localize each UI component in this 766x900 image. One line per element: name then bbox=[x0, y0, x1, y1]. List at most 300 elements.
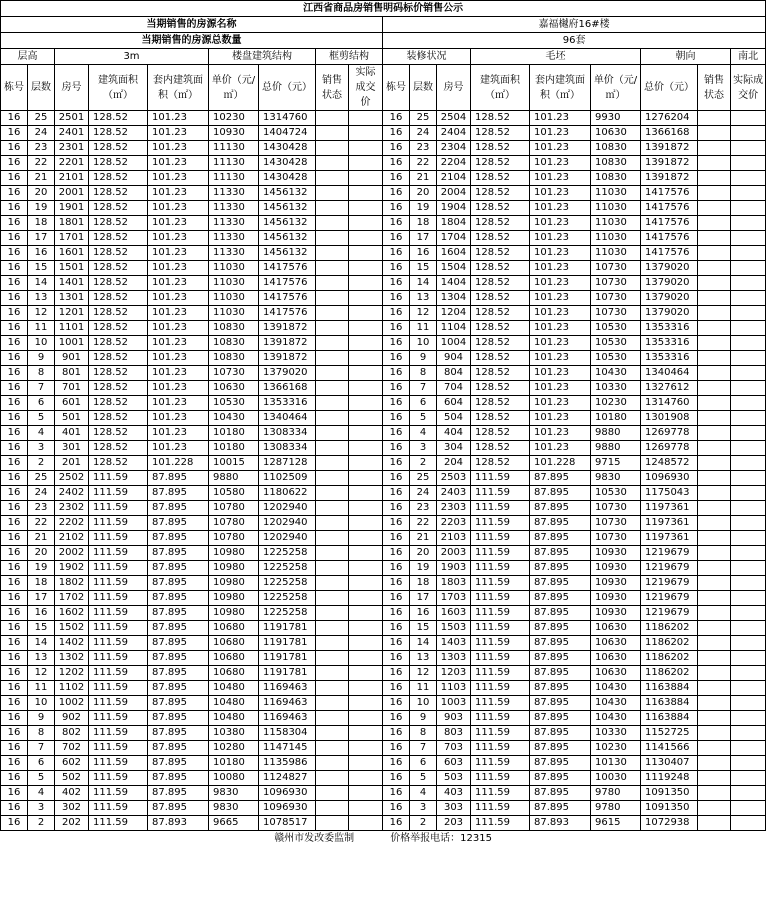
cell-floor-no: 23 bbox=[410, 501, 437, 516]
cell-gross-area: 128.52 bbox=[89, 246, 148, 261]
cell-unit-no: 603 bbox=[437, 756, 471, 771]
cell-unit-price: 9880 bbox=[209, 471, 259, 486]
cell-floor-no: 19 bbox=[28, 201, 55, 216]
cell-building-no: 16 bbox=[1, 516, 28, 531]
cell-sale-status bbox=[698, 726, 731, 741]
cell-building-no: 16 bbox=[1, 426, 28, 441]
cell-floor-no: 8 bbox=[410, 366, 437, 381]
cell-building-no: 16 bbox=[1, 156, 28, 171]
cell-gross-area: 111.59 bbox=[471, 501, 530, 516]
table-row bbox=[1, 456, 766, 471]
cell-actual-price bbox=[349, 711, 383, 726]
cell-total-price: 1202940 bbox=[259, 501, 316, 516]
table-row bbox=[1, 306, 766, 321]
cell-total-price: 1219679 bbox=[641, 591, 698, 606]
cell-gross-area: 128.52 bbox=[89, 171, 148, 186]
cell-actual-price bbox=[731, 276, 766, 291]
cell-actual-price bbox=[349, 171, 383, 186]
cell-unit-price: 10930 bbox=[591, 591, 641, 606]
cell-total-price: 1147145 bbox=[259, 741, 316, 756]
cell-total-price: 1391872 bbox=[259, 321, 316, 336]
cell-building-no: 16 bbox=[383, 471, 410, 486]
cell-unit-price: 11030 bbox=[591, 186, 641, 201]
cell-gross-area: 128.52 bbox=[471, 156, 530, 171]
cell-floor-no: 21 bbox=[28, 171, 55, 186]
cell-gross-area: 111.59 bbox=[471, 816, 530, 831]
cell-unit-price: 11030 bbox=[209, 291, 259, 306]
cell-sale-status bbox=[316, 501, 349, 516]
cell-gross-area: 111.59 bbox=[471, 786, 530, 801]
cell-unit-price: 11330 bbox=[209, 201, 259, 216]
cell-unit-no: 303 bbox=[437, 801, 471, 816]
cell-unit-no: 802 bbox=[55, 726, 89, 741]
table-row bbox=[1, 546, 766, 561]
cell-unit-price: 10780 bbox=[209, 516, 259, 531]
cell-actual-price bbox=[731, 531, 766, 546]
cell-actual-price bbox=[731, 336, 766, 351]
cell-inner-area: 101.23 bbox=[530, 381, 591, 396]
cell-gross-area: 111.59 bbox=[89, 516, 148, 531]
cell-unit-no: 1102 bbox=[55, 681, 89, 696]
cell-unit-no: 1304 bbox=[437, 291, 471, 306]
cell-actual-price bbox=[349, 771, 383, 786]
cell-total-price: 1391872 bbox=[641, 141, 698, 156]
cell-inner-area: 87.895 bbox=[148, 771, 209, 786]
cell-floor-no: 14 bbox=[28, 276, 55, 291]
cell-inner-area: 87.895 bbox=[530, 546, 591, 561]
cell-unit-price: 9715 bbox=[591, 456, 641, 471]
cell-unit-no: 504 bbox=[437, 411, 471, 426]
table-row bbox=[1, 771, 766, 786]
cell-total-price: 1308334 bbox=[259, 426, 316, 441]
cell-sale-status bbox=[316, 741, 349, 756]
cell-building-no: 16 bbox=[383, 591, 410, 606]
cell-floor-no: 24 bbox=[410, 126, 437, 141]
cell-actual-price bbox=[349, 786, 383, 801]
cell-unit-price: 10015 bbox=[209, 456, 259, 471]
column-header-actual-price: 实际成交价 bbox=[349, 65, 383, 111]
cell-floor-no: 16 bbox=[28, 246, 55, 261]
cell-inner-area: 87.895 bbox=[530, 741, 591, 756]
cell-unit-no: 901 bbox=[55, 351, 89, 366]
cell-total-price: 1456132 bbox=[259, 216, 316, 231]
cell-floor-no: 12 bbox=[410, 306, 437, 321]
cell-sale-status bbox=[316, 186, 349, 201]
cell-total-price: 1417576 bbox=[641, 216, 698, 231]
cell-sale-status bbox=[698, 666, 731, 681]
cell-sale-status bbox=[316, 261, 349, 276]
cell-total-price: 1124827 bbox=[259, 771, 316, 786]
cell-gross-area: 128.52 bbox=[89, 456, 148, 471]
cell-gross-area: 128.52 bbox=[471, 231, 530, 246]
cell-inner-area: 87.895 bbox=[530, 696, 591, 711]
cell-sale-status bbox=[316, 666, 349, 681]
cell-gross-area: 128.52 bbox=[471, 141, 530, 156]
column-header-gross-area: 建筑面积（㎡） bbox=[471, 65, 530, 111]
cell-gross-area: 111.59 bbox=[471, 681, 530, 696]
table-row bbox=[1, 321, 766, 336]
cell-gross-area: 111.59 bbox=[471, 666, 530, 681]
table-row bbox=[1, 681, 766, 696]
cell-unit-price: 10280 bbox=[209, 741, 259, 756]
cell-gross-area: 111.59 bbox=[89, 696, 148, 711]
cell-actual-price bbox=[731, 816, 766, 831]
table-row bbox=[1, 411, 766, 426]
cell-actual-price bbox=[731, 456, 766, 471]
cell-inner-area: 87.895 bbox=[530, 651, 591, 666]
table-row bbox=[1, 501, 766, 516]
cell-gross-area: 128.52 bbox=[471, 426, 530, 441]
cell-total-price: 1379020 bbox=[259, 366, 316, 381]
cell-inner-area: 101.23 bbox=[530, 216, 591, 231]
cell-building-no: 16 bbox=[1, 336, 28, 351]
cell-unit-price: 10780 bbox=[209, 501, 259, 516]
cell-unit-price: 11330 bbox=[209, 186, 259, 201]
cell-unit-no: 1701 bbox=[55, 231, 89, 246]
cell-unit-price: 10180 bbox=[209, 756, 259, 771]
cell-inner-area: 101.23 bbox=[530, 336, 591, 351]
cell-sale-status bbox=[316, 576, 349, 591]
cell-total-price: 1191781 bbox=[259, 621, 316, 636]
cell-actual-price bbox=[731, 381, 766, 396]
cell-sale-status bbox=[698, 816, 731, 831]
cell-inner-area: 101.23 bbox=[148, 411, 209, 426]
cell-inner-area: 101.23 bbox=[148, 141, 209, 156]
cell-actual-price bbox=[731, 636, 766, 651]
cell-total-price: 1175043 bbox=[641, 486, 698, 501]
cell-floor-no: 18 bbox=[28, 576, 55, 591]
cell-unit-price: 11030 bbox=[591, 201, 641, 216]
cell-floor-no: 20 bbox=[410, 186, 437, 201]
cell-unit-no: 1203 bbox=[437, 666, 471, 681]
cell-sale-status bbox=[316, 696, 349, 711]
cell-gross-area: 128.52 bbox=[89, 111, 148, 126]
cell-sale-status bbox=[316, 411, 349, 426]
cell-sale-status bbox=[698, 681, 731, 696]
cell-actual-price bbox=[731, 771, 766, 786]
cell-actual-price bbox=[349, 246, 383, 261]
cell-building-no: 16 bbox=[383, 201, 410, 216]
cell-building-no: 16 bbox=[383, 261, 410, 276]
cell-unit-no: 1504 bbox=[437, 261, 471, 276]
cell-unit-price: 10430 bbox=[209, 411, 259, 426]
cell-unit-no: 2301 bbox=[55, 141, 89, 156]
cell-sale-status bbox=[698, 591, 731, 606]
cell-actual-price bbox=[349, 816, 383, 831]
cell-unit-no: 201 bbox=[55, 456, 89, 471]
cell-floor-no: 3 bbox=[410, 441, 437, 456]
cell-total-price: 1219679 bbox=[641, 576, 698, 591]
cell-building-no: 16 bbox=[383, 651, 410, 666]
cell-total-price: 1091350 bbox=[641, 801, 698, 816]
cell-unit-no: 501 bbox=[55, 411, 89, 426]
cell-total-price: 1366168 bbox=[259, 381, 316, 396]
column-header-gross-area: 建筑面积（㎡） bbox=[89, 65, 148, 111]
cell-floor-no: 11 bbox=[410, 681, 437, 696]
table-row bbox=[1, 576, 766, 591]
cell-unit-no: 1903 bbox=[437, 561, 471, 576]
cell-building-no: 16 bbox=[383, 711, 410, 726]
cell-gross-area: 111.59 bbox=[471, 531, 530, 546]
cell-floor-no: 21 bbox=[410, 171, 437, 186]
cell-sale-status bbox=[316, 756, 349, 771]
cell-total-price: 1353316 bbox=[641, 336, 698, 351]
cell-sale-status bbox=[698, 501, 731, 516]
cell-actual-price bbox=[349, 666, 383, 681]
cell-inner-area: 87.895 bbox=[148, 666, 209, 681]
cell-actual-price bbox=[349, 426, 383, 441]
cell-gross-area: 111.59 bbox=[89, 816, 148, 831]
cell-floor-no: 17 bbox=[28, 591, 55, 606]
orientation-value: 南北 bbox=[731, 49, 766, 65]
table-row bbox=[1, 201, 766, 216]
cell-unit-no: 404 bbox=[437, 426, 471, 441]
cell-unit-no: 1402 bbox=[55, 636, 89, 651]
cell-actual-price bbox=[731, 156, 766, 171]
cell-unit-no: 1704 bbox=[437, 231, 471, 246]
cell-unit-no: 1502 bbox=[55, 621, 89, 636]
cell-unit-price: 9615 bbox=[591, 816, 641, 831]
table-row bbox=[1, 516, 766, 531]
cell-building-no: 16 bbox=[383, 516, 410, 531]
cell-sale-status bbox=[698, 156, 731, 171]
cell-building-no: 16 bbox=[1, 276, 28, 291]
cell-actual-price bbox=[349, 441, 383, 456]
footer-supervisor: 赣州市发改委监制 bbox=[274, 833, 355, 844]
cell-gross-area: 128.52 bbox=[471, 336, 530, 351]
cell-floor-no: 3 bbox=[410, 801, 437, 816]
cell-floor-no: 11 bbox=[28, 681, 55, 696]
cell-unit-no: 1904 bbox=[437, 201, 471, 216]
cell-inner-area: 87.895 bbox=[148, 681, 209, 696]
cell-sale-status bbox=[316, 636, 349, 651]
cell-unit-no: 1901 bbox=[55, 201, 89, 216]
cell-floor-no: 6 bbox=[410, 756, 437, 771]
cell-unit-no: 2003 bbox=[437, 546, 471, 561]
cell-actual-price bbox=[349, 336, 383, 351]
cell-inner-area: 101.23 bbox=[530, 261, 591, 276]
column-header-inner-area: 套内建筑面积（㎡） bbox=[148, 65, 209, 111]
cell-actual-price bbox=[349, 501, 383, 516]
cell-total-price: 1353316 bbox=[259, 396, 316, 411]
table-row bbox=[1, 726, 766, 741]
cell-unit-no: 801 bbox=[55, 366, 89, 381]
cell-actual-price bbox=[349, 306, 383, 321]
cell-gross-area: 111.59 bbox=[471, 711, 530, 726]
cell-building-no: 16 bbox=[383, 306, 410, 321]
cell-floor-no: 7 bbox=[410, 741, 437, 756]
cell-floor-no: 15 bbox=[28, 261, 55, 276]
cell-building-no: 16 bbox=[1, 186, 28, 201]
cell-building-no: 16 bbox=[1, 486, 28, 501]
cell-inner-area: 101.23 bbox=[530, 441, 591, 456]
cell-unit-price: 10630 bbox=[591, 621, 641, 636]
cell-gross-area: 111.59 bbox=[89, 636, 148, 651]
cell-sale-status bbox=[316, 441, 349, 456]
cell-floor-no: 3 bbox=[28, 441, 55, 456]
cell-unit-price: 10330 bbox=[591, 381, 641, 396]
cell-inner-area: 87.895 bbox=[530, 576, 591, 591]
cell-building-no: 16 bbox=[383, 171, 410, 186]
cell-unit-no: 2203 bbox=[437, 516, 471, 531]
cell-total-price: 1456132 bbox=[259, 186, 316, 201]
cell-building-no: 16 bbox=[1, 216, 28, 231]
cell-unit-no: 902 bbox=[55, 711, 89, 726]
cell-sale-status bbox=[316, 591, 349, 606]
table-row bbox=[1, 261, 766, 276]
cell-total-price: 1430428 bbox=[259, 156, 316, 171]
cell-inner-area: 87.895 bbox=[148, 741, 209, 756]
cell-gross-area: 128.52 bbox=[89, 291, 148, 306]
cell-unit-price: 10830 bbox=[591, 156, 641, 171]
cell-total-price: 1119248 bbox=[641, 771, 698, 786]
cell-unit-price: 10630 bbox=[591, 636, 641, 651]
cell-floor-no: 6 bbox=[28, 396, 55, 411]
cell-inner-area: 87.895 bbox=[148, 756, 209, 771]
cell-building-no: 16 bbox=[1, 441, 28, 456]
cell-unit-no: 2304 bbox=[437, 141, 471, 156]
cell-actual-price bbox=[349, 531, 383, 546]
cell-floor-no: 14 bbox=[28, 636, 55, 651]
table-row bbox=[1, 381, 766, 396]
cell-inner-area: 87.895 bbox=[148, 726, 209, 741]
cell-sale-status bbox=[698, 396, 731, 411]
cell-total-price: 1197361 bbox=[641, 501, 698, 516]
cell-inner-area: 101.23 bbox=[530, 111, 591, 126]
cell-unit-no: 2504 bbox=[437, 111, 471, 126]
cell-unit-price: 10930 bbox=[591, 606, 641, 621]
table-row bbox=[1, 471, 766, 486]
cell-inner-area: 101.23 bbox=[530, 126, 591, 141]
cell-sale-status bbox=[698, 516, 731, 531]
cell-floor-no: 19 bbox=[410, 561, 437, 576]
cell-gross-area: 111.59 bbox=[471, 486, 530, 501]
table-row bbox=[1, 126, 766, 141]
cell-floor-no: 17 bbox=[410, 231, 437, 246]
cell-building-no: 16 bbox=[383, 126, 410, 141]
cell-building-no: 16 bbox=[383, 576, 410, 591]
cell-actual-price bbox=[349, 636, 383, 651]
table-row bbox=[1, 741, 766, 756]
cell-building-no: 16 bbox=[1, 741, 28, 756]
cell-unit-price: 10030 bbox=[591, 771, 641, 786]
cell-actual-price bbox=[731, 756, 766, 771]
cell-total-price: 1091350 bbox=[641, 786, 698, 801]
cell-floor-no: 25 bbox=[410, 111, 437, 126]
cell-inner-area: 87.895 bbox=[530, 711, 591, 726]
cell-gross-area: 128.52 bbox=[471, 201, 530, 216]
cell-sale-status bbox=[698, 276, 731, 291]
cell-gross-area: 111.59 bbox=[89, 801, 148, 816]
cell-total-price: 1327612 bbox=[641, 381, 698, 396]
cell-inner-area: 87.895 bbox=[530, 666, 591, 681]
cell-unit-price: 10630 bbox=[209, 381, 259, 396]
cell-inner-area: 87.895 bbox=[148, 606, 209, 621]
cell-unit-no: 2201 bbox=[55, 156, 89, 171]
cell-unit-price: 10980 bbox=[209, 546, 259, 561]
cell-unit-no: 1103 bbox=[437, 681, 471, 696]
cell-unit-price: 10830 bbox=[591, 171, 641, 186]
cell-inner-area: 101.23 bbox=[530, 246, 591, 261]
cell-building-no: 16 bbox=[383, 741, 410, 756]
cell-total-price: 1366168 bbox=[641, 126, 698, 141]
cell-floor-no: 8 bbox=[410, 726, 437, 741]
cell-unit-price: 10730 bbox=[591, 261, 641, 276]
cell-unit-price: 10930 bbox=[209, 126, 259, 141]
cell-unit-price: 10330 bbox=[591, 726, 641, 741]
cell-building-no: 16 bbox=[1, 471, 28, 486]
cell-inner-area: 101.23 bbox=[148, 306, 209, 321]
cell-unit-no: 2503 bbox=[437, 471, 471, 486]
cell-inner-area: 101.23 bbox=[148, 366, 209, 381]
cell-gross-area: 128.52 bbox=[89, 351, 148, 366]
cell-sale-status bbox=[698, 201, 731, 216]
cell-floor-no: 13 bbox=[28, 651, 55, 666]
cell-unit-no: 204 bbox=[437, 456, 471, 471]
cell-sale-status bbox=[698, 381, 731, 396]
cell-unit-no: 1803 bbox=[437, 576, 471, 591]
table-row bbox=[1, 246, 766, 261]
cell-unit-no: 1601 bbox=[55, 246, 89, 261]
cell-actual-price bbox=[731, 306, 766, 321]
cell-actual-price bbox=[349, 561, 383, 576]
cell-actual-price bbox=[731, 471, 766, 486]
cell-unit-no: 2403 bbox=[437, 486, 471, 501]
cell-floor-no: 12 bbox=[410, 666, 437, 681]
cell-inner-area: 87.895 bbox=[148, 711, 209, 726]
cell-sale-status bbox=[316, 306, 349, 321]
cell-total-price: 1197361 bbox=[641, 516, 698, 531]
cell-sale-status bbox=[698, 771, 731, 786]
cell-unit-no: 1403 bbox=[437, 636, 471, 651]
cell-unit-price: 10230 bbox=[591, 396, 641, 411]
cell-total-price: 1379020 bbox=[641, 261, 698, 276]
cell-sale-status bbox=[316, 651, 349, 666]
cell-total-price: 1404724 bbox=[259, 126, 316, 141]
cell-gross-area: 128.52 bbox=[471, 396, 530, 411]
cell-gross-area: 111.59 bbox=[89, 786, 148, 801]
cell-unit-no: 1404 bbox=[437, 276, 471, 291]
table-row bbox=[1, 816, 766, 831]
cell-actual-price bbox=[349, 186, 383, 201]
cell-gross-area: 111.59 bbox=[89, 621, 148, 636]
cell-unit-no: 2102 bbox=[55, 531, 89, 546]
cell-unit-price: 10530 bbox=[591, 336, 641, 351]
cell-unit-price: 10680 bbox=[209, 636, 259, 651]
cell-unit-no: 2404 bbox=[437, 126, 471, 141]
cell-inner-area: 87.895 bbox=[530, 486, 591, 501]
cell-building-no: 16 bbox=[1, 606, 28, 621]
cell-total-price: 1456132 bbox=[259, 246, 316, 261]
cell-gross-area: 128.52 bbox=[471, 366, 530, 381]
cell-unit-no: 2402 bbox=[55, 486, 89, 501]
cell-building-no: 16 bbox=[383, 726, 410, 741]
cell-inner-area: 87.895 bbox=[148, 786, 209, 801]
table-row bbox=[1, 186, 766, 201]
cell-actual-price bbox=[731, 561, 766, 576]
cell-floor-no: 5 bbox=[410, 771, 437, 786]
cell-building-no: 16 bbox=[1, 636, 28, 651]
cell-actual-price bbox=[731, 546, 766, 561]
cell-floor-no: 8 bbox=[28, 726, 55, 741]
cell-actual-price bbox=[731, 426, 766, 441]
cell-actual-price bbox=[731, 666, 766, 681]
cell-unit-price: 10730 bbox=[591, 306, 641, 321]
cell-gross-area: 128.52 bbox=[89, 306, 148, 321]
cell-unit-price: 10680 bbox=[209, 651, 259, 666]
cell-sale-status bbox=[698, 366, 731, 381]
cell-unit-no: 2104 bbox=[437, 171, 471, 186]
